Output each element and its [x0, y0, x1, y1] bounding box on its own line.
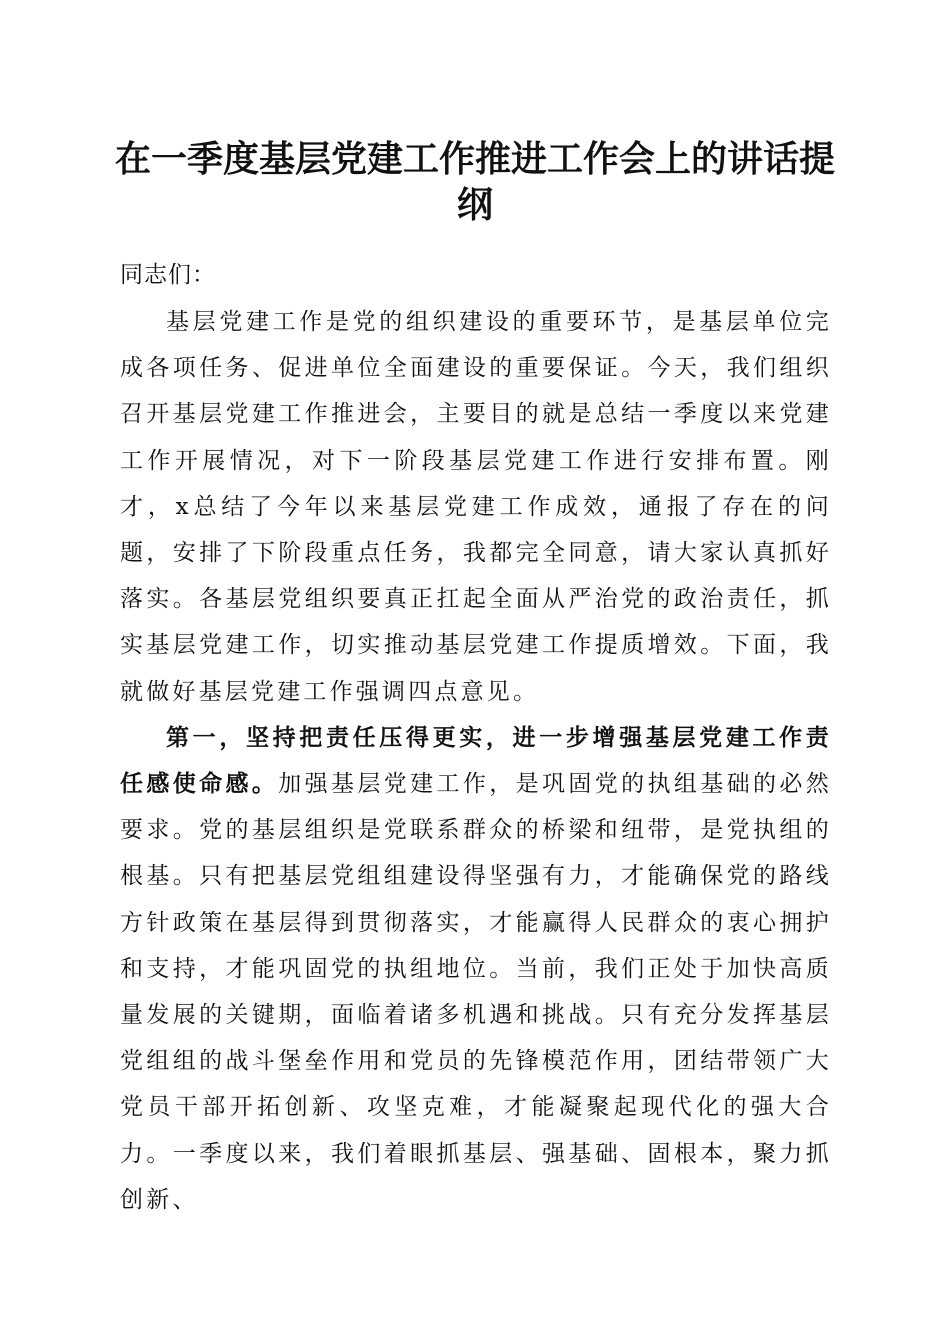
paragraph-point-one-heading: 第一，坚持把责任压得更实，进一步增强基层党建工作责任感使命感。	[120, 723, 832, 798]
document-title: 在一季度基层党建工作推进工作会上的讲话提纲	[114, 138, 835, 226]
paragraph-point-one-text: 加强基层党建工作，是巩固党的执组基础的必然要求。党的基层组织是党联系群众的桥梁和纽带，是党执组的根基。只有把基层党组组建设得坚强有力，才能确保党的路线方针政策在基层得到贯彻落实，才能赢得人民群众的衷心拥护和支持，才能巩固党的执组地位。当前，我们正处于加快高质量发展的关键期，面临着诸多机遇和挑战。只有充分发挥基层党组组的战斗堡垒作用和党员的先锋模范作用，团结带领广大党员干部开拓创新、攻坚克难，才能凝聚起现代化的强大合力。一季度以来，我们着眼抓基层、强基础、固根本，聚力抓创新、	[120, 771, 832, 1213]
document-body	[120, 252, 832, 1223]
paragraph-point-one	[120, 715, 832, 1223]
paragraph-intro	[120, 299, 832, 715]
paragraph-intro-text: 基层党建工作是党的组织建设的重要环节，是基层单位完成各项任务、促进单位全面建设的重要保证。今天，我们组织召开基层党建工作推进会，主要目的就是总结一季度以来党建工作开展情况，对下一阶段基层党建工作进行安排布置。刚才，x总结了今年以来基层党建工作成效，通报了存在的问题，安排了下阶段重点任务，我都完全同意，请大家认真抓好落实。各基层党组织要真正扛起全面从严治党的政治责任，抓实基层党建工作，切实推动基层党建工作提质增效。下面，我就做好基层党建工作强调四点意见。	[120, 309, 832, 705]
salutation: 同志们：	[120, 262, 216, 288]
